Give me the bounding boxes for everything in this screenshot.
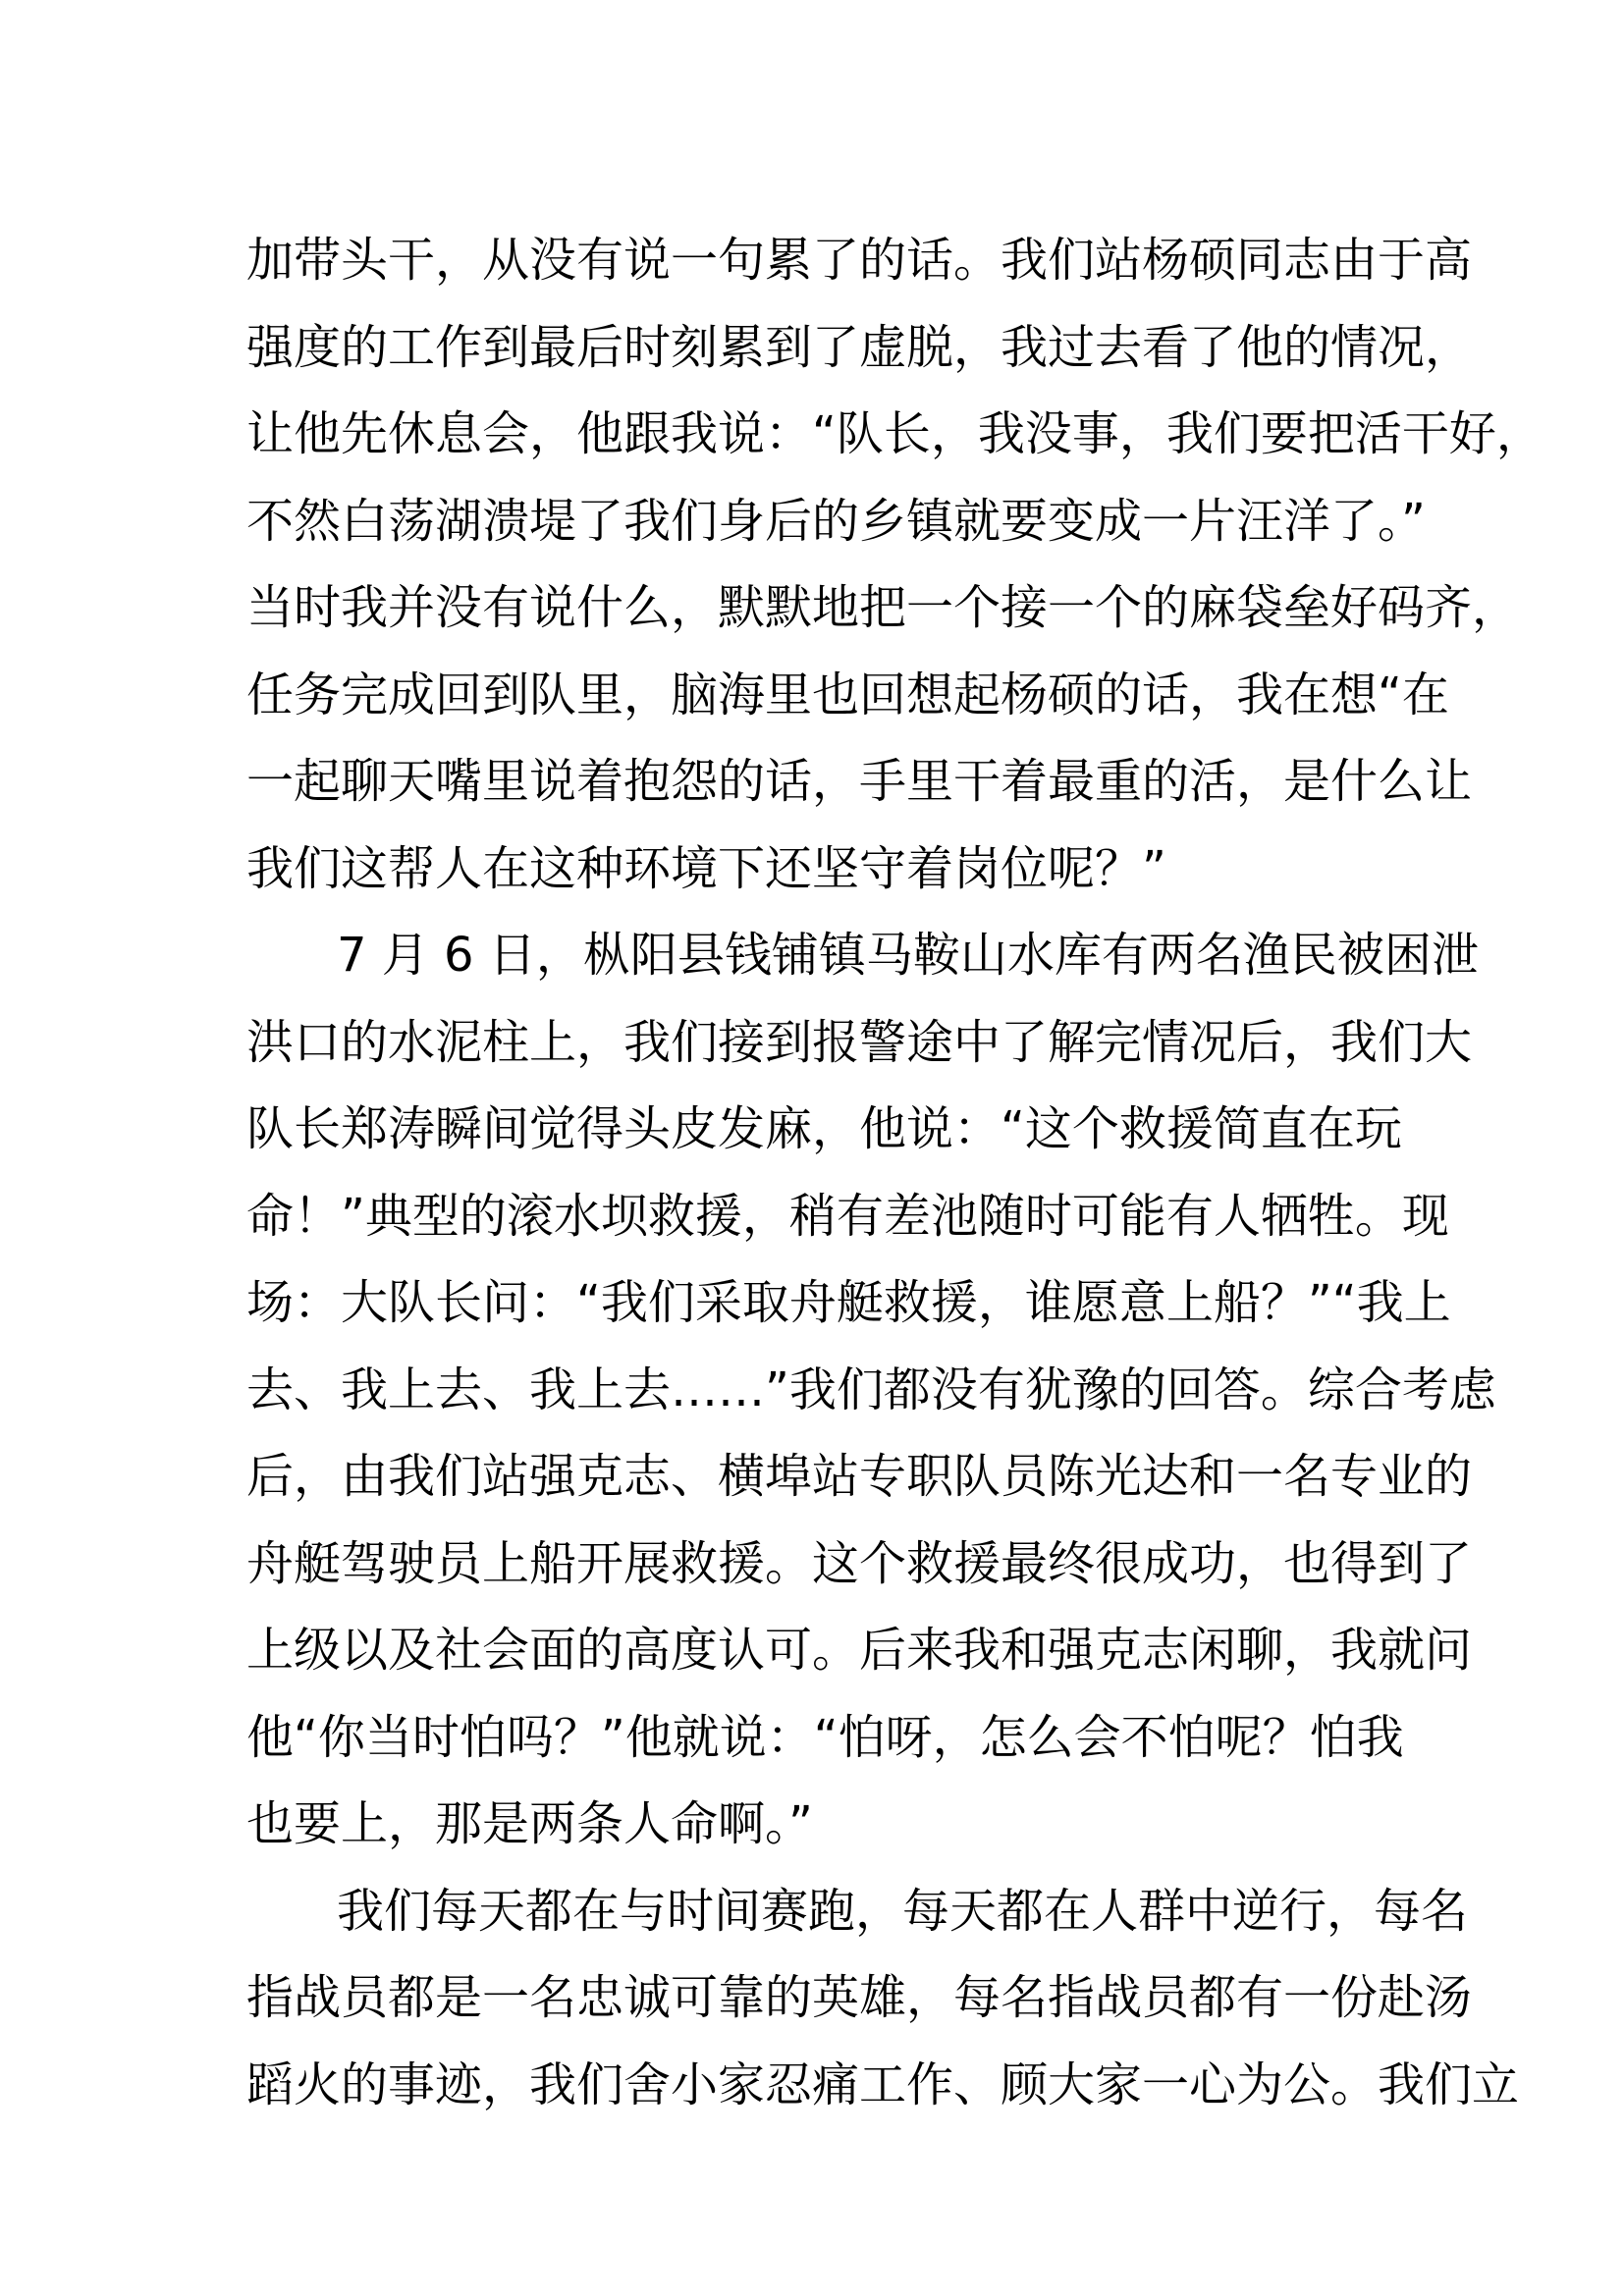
paragraph-first-line: 7 月 6 日，枞阳县钱铺镇马鞍山水库有两名渔民被困泄 (337, 928, 1479, 983)
text-line: 强度的工作到最后时刻累到了虚脱，我过去看了他的情况， (246, 319, 1473, 375)
text-line: 任务完成回到队里，脑海里也回想起杨硕的话，我在想“在 (246, 667, 1449, 722)
text-line: 命！”典型的滚水坝救援，稍有差池随时可能有人牺牲。现 (246, 1188, 1449, 1244)
text-line: 队长郑涛瞬间觉得头皮发麻，他说：“这个救援简直在玩 (246, 1101, 1402, 1156)
paragraph-first-line: 我们每天都在与时间赛跑，每天都在人群中逆行，每名 (337, 1883, 1469, 1939)
text-line: 加带头干，从没有说一句累了的话。我们站杨硕同志由于高 (246, 233, 1473, 288)
text-line: 蹈火的事迹，我们舍小家忍痛工作、顾大家一心为公。我们立 (246, 2056, 1520, 2112)
text-line: 也要上，那是两条人命啊。” (246, 1796, 813, 1851)
text-line: 洪口的水泥柱上，我们接到报警途中了解完情况后，我们大 (246, 1014, 1473, 1070)
text-line: 当时我并没有说什么，默默地把一个接一个的麻袋垒好码齐， (246, 580, 1520, 635)
text-line: 指战员都是一名忠诚可靠的英雄，每名指战员都有一份赴汤 (246, 1970, 1473, 2025)
text-line: 不然白荡湖溃堤了我们身后的乡镇就要变成一片汪洋了。” (246, 493, 1426, 549)
text-line: 上级以及社会面的高度认可。后来我和强克志闲聊，我就问 (246, 1623, 1473, 1678)
text-line: 一起聊天嘴里说着抱怨的话，手里干着最重的活，是什么让 (246, 754, 1473, 809)
text-line: 我们这帮人在这种环境下还坚守着岗位呢？” (246, 840, 1166, 896)
text-line: 场：大队长问：“我们采取舟艇救援，谁愿意上船？”“我上 (246, 1275, 1451, 1330)
text-line: 舟艇驾驶员上船开展救援。这个救援最终很成功，也得到了 (246, 1535, 1473, 1591)
text-line: 让他先休息会，他跟我说：“队长，我没事，我们要把活干好， (246, 406, 1543, 461)
document-body (246, 217, 1543, 2128)
text-line: 他“你当时怕吗？”他就说：“怕呀，怎么会不怕呢？怕我 (246, 1709, 1404, 1765)
text-line: 去、我上去、我上去……”我们都没有犹豫的回答。综合考虑 (246, 1362, 1496, 1417)
text-line: 后，由我们站强克志、横埠站专职队员陈光达和一名专业的 (246, 1449, 1473, 1504)
